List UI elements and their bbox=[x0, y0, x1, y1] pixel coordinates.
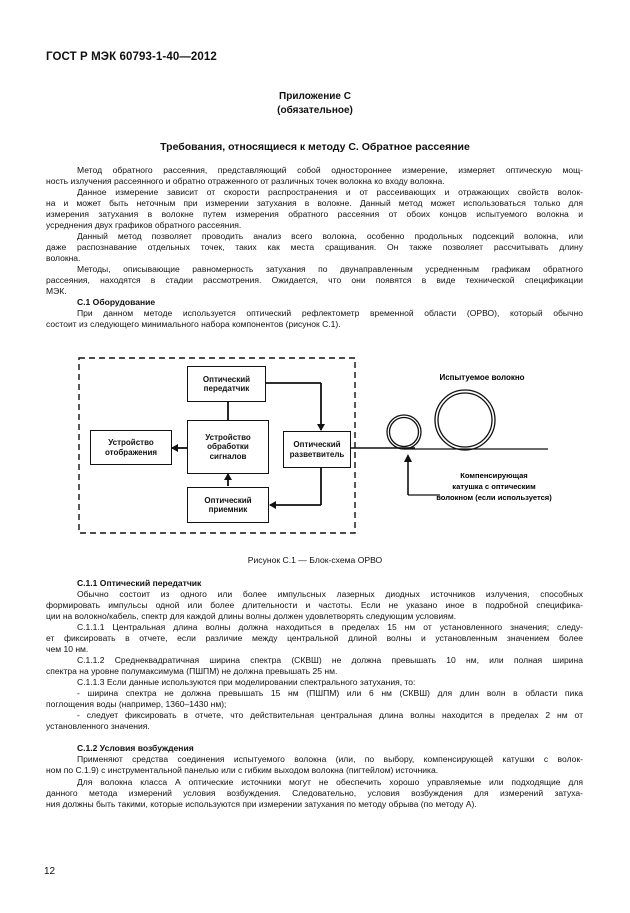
intro-paragraph-1 bbox=[46, 165, 583, 187]
box-text: Устройство bbox=[108, 438, 154, 447]
text-line: ность излучения рассеянного и обратно отраженного от различных точек волокна ко входу волокна. bbox=[46, 176, 445, 187]
label-compensating-1: Компенсирующая bbox=[460, 471, 528, 480]
text-line: установленного значения. bbox=[46, 721, 150, 732]
text-line: на и может быть неточным при измерении затухания в волокне. Данный метод может использоваться только для bbox=[46, 198, 583, 209]
box-text: Оптический bbox=[204, 495, 252, 505]
box-text: сигналов bbox=[209, 451, 247, 461]
label-fiber-under-test: Испытуемое волокно bbox=[439, 373, 525, 382]
fiber-under-test-coil bbox=[435, 390, 495, 450]
section-c1-text bbox=[46, 308, 583, 330]
text-line: чем 10 нм. bbox=[46, 644, 89, 655]
box-text: передатчик bbox=[203, 384, 250, 393]
box-optical-splitter bbox=[283, 431, 351, 468]
text-line: ния должны быть такими, которые используются при измерении затухания по методу обрыва (по методу А). bbox=[46, 799, 477, 810]
c11-paragraph-4 bbox=[46, 677, 583, 688]
text-line: формировать импульсы одной или более длительности и частоты. Если не указано иное в подробной специфика- bbox=[46, 600, 583, 611]
text-line: При данном методе используется оптический рефлектометр временной области (ОРВО), который обычно bbox=[77, 308, 583, 318]
annex-title: Приложение С bbox=[279, 91, 351, 102]
section-c11-heading: С.1.1 Оптический передатчик bbox=[77, 578, 202, 588]
arrowhead bbox=[317, 424, 325, 431]
label-compensating-3: волокном (если используется) bbox=[436, 493, 552, 502]
label-compensating-2: катушка с оптическим bbox=[452, 482, 536, 491]
box-optical-receiver bbox=[187, 487, 269, 523]
compensating-coil-inner bbox=[390, 418, 419, 447]
text-line: измерения затухания в волокне путем измерения обратного рассеяния от обоих концов испытуемого волокна и bbox=[46, 209, 583, 220]
c11-paragraph-1 bbox=[46, 589, 583, 622]
text-line: С.1.1.1 Центральная длина волны должна находиться в пределах 15 нм от установленного значения; следу- bbox=[77, 622, 583, 632]
text-line: - ширина спектра не должна превышать 15 нм (ПШПМ) или 6 нм (СКВШ) для длин волн в области пика bbox=[77, 688, 583, 698]
text-line: рассеяния, находятся в стадии рассмотрения. Ожидается, что они появятся в виде технической спецификации bbox=[46, 275, 583, 286]
text-line: ет фиксировать в отчете, если различие между центральной длиной волны и установленным значением более bbox=[46, 633, 583, 644]
text-line: усреднения двух графиков обратного рассеяния. bbox=[46, 220, 242, 231]
text-line: Обычно состоит из одного или более импульсных лазерных диодных источников излучения, способных bbox=[77, 589, 583, 599]
text-line: - следует фиксировать в отчете, что действительная центральная длина волны находится в пределах 2 нм от bbox=[77, 710, 583, 720]
text-line: волокна. bbox=[46, 253, 81, 264]
arrowhead bbox=[171, 444, 178, 452]
text-line: ции на волокно/кабель, спектр для каждой длины волны должен удовлетворять следующим условиям. bbox=[46, 611, 457, 622]
arrowhead bbox=[224, 473, 232, 480]
box-text: приемник bbox=[208, 505, 248, 514]
section-c12-heading: С.1.2 Условия возбуждения bbox=[77, 743, 194, 753]
intro-paragraph-3 bbox=[46, 231, 583, 264]
text-line: Данное измерение зависит от скорости распространения и от рассеивающих и отражающих свойств волок- bbox=[77, 187, 583, 197]
box-display-device bbox=[90, 430, 172, 465]
box-text: отображения bbox=[104, 447, 158, 457]
text-line: Данный метод позволяет проводить анализ всего волокна, особенно продольных подсекций волокна, или bbox=[77, 231, 583, 241]
page-number: 12 bbox=[44, 866, 56, 877]
section-title: Требования, относящиеся к методу С. Обратное рассеяние bbox=[160, 141, 470, 153]
c12-paragraph-1 bbox=[46, 754, 583, 776]
c11-paragraph-2 bbox=[46, 622, 583, 655]
text-line: Метод обратного рассеяния, представляющий собой одностороннее измерение, измеряет оптическую мощ- bbox=[77, 165, 583, 175]
text-line: ном по С.1.9) с инструментальной панелью или с гибким выходом волокна (пигтейлом) источника. bbox=[46, 765, 439, 776]
box-text: обработки bbox=[207, 442, 249, 452]
text-line: С.1.1.3 Если данные используются при моделировании спектрального затухания, то: bbox=[77, 677, 416, 687]
text-line: С.1.1.2 Среднеквадратичная ширина спектра (СКВШ) не должна превышать 10 нм, или полная ширина bbox=[77, 655, 583, 665]
arrowhead bbox=[269, 501, 276, 509]
annex-status: (обязательное) bbox=[277, 105, 353, 116]
section-c1-heading: С.1 Оборудование bbox=[77, 297, 156, 307]
fiber-under-test-coil-inner bbox=[438, 393, 492, 447]
document-header: ГОСТ Р МЭК 60793-1-40—2012 bbox=[46, 51, 217, 63]
text-line: поглощения воды (например, 1360–1430 нм); bbox=[46, 699, 227, 710]
text-line: данного метода измерений условия возбуждения. Следовательно, условия возбуждения для измерений затуха- bbox=[46, 788, 583, 799]
text-line: даже распознавание отдельных точек, таких как места сращивания. Он также позволяет рассчитывать длину bbox=[46, 242, 583, 253]
text-line: МЭК. bbox=[46, 286, 67, 297]
c11-paragraph-6 bbox=[46, 710, 583, 732]
c11-paragraph-5 bbox=[46, 688, 583, 710]
box-text: Устройство bbox=[205, 432, 251, 442]
c12-paragraph-2 bbox=[46, 777, 583, 810]
intro-paragraph-2 bbox=[46, 187, 583, 231]
figure-caption: Рисунок С.1 — Блок-схема ОРВО bbox=[247, 555, 383, 565]
text-line: спектра на уровне полумаксимума (ПШПМ) не должна превышать 25 нм. bbox=[46, 666, 338, 677]
box-text: Оптический bbox=[202, 374, 251, 384]
arrowhead bbox=[404, 454, 412, 462]
compensating-coil bbox=[387, 415, 421, 449]
box-text: Оптический bbox=[293, 440, 341, 449]
intro-paragraph-4 bbox=[46, 264, 583, 297]
box-optical-transmitter bbox=[187, 366, 266, 402]
text-line: состоит из следующего минимального набора компонентов (рисунок С.1). bbox=[46, 319, 341, 330]
box-signal-processor bbox=[187, 420, 269, 474]
text-line: Для волокна класса А оптические источники могут не обеспечить хорошо управляемые или подходящие для bbox=[77, 777, 583, 787]
text-line: Применяют средства соединения испытуемого волокна (или, по выбору, компенсирующей катушки с волок- bbox=[77, 754, 583, 764]
box-text: разветвитель bbox=[289, 449, 345, 459]
text-line: Методы, описывающие равномерность затухания по двунаправленным усредненным графикам обратного bbox=[77, 264, 583, 274]
c11-paragraph-3 bbox=[46, 655, 583, 677]
